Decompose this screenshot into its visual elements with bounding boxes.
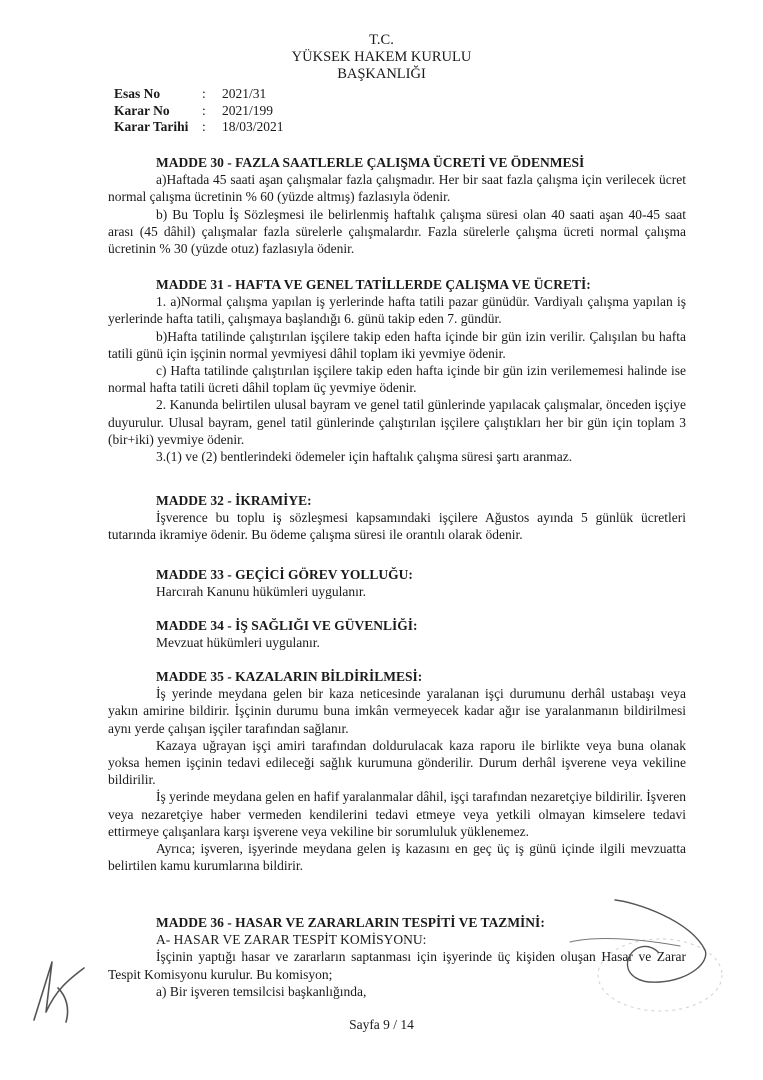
header-line-office: BAŞKANLIĞI bbox=[337, 66, 426, 82]
section-madde-31 bbox=[108, 276, 686, 465]
section-madde-35 bbox=[108, 668, 686, 874]
paragraph: Harcırah Kanunu hükümleri uygulanır. bbox=[156, 584, 366, 600]
paragraph: Kazaya uğrayan işçi amiri tarafından doldurulacak kaza raporu ile birlikte veya buna olanak yoksa hemen işçinin tedavi edileceği sağlık kurumuna gönderilir. Durum derhâl işverene veya vekiline bildirilir. bbox=[108, 737, 686, 788]
section-madde-30 bbox=[108, 154, 686, 257]
section-madde-34 bbox=[108, 617, 686, 651]
section-madde-33 bbox=[108, 566, 686, 600]
page-number: Sayfa 9 / 14 bbox=[349, 1017, 414, 1032]
paragraph: İş yerinde meydana gelen bir kaza neticesinde yaralanan işçi durumunu derhâl ustabaşı veya yakın amirine bildirir. İşçinin durumu buna imkân vermeyecek kadar ağır ise yaralanmanın bildirilmesi aynı yerde çalışan işçiler tarafından sağlanır. bbox=[108, 686, 686, 736]
section-title: MADDE 35 - KAZALARIN BİLDİRİLMESİ: bbox=[156, 669, 423, 684]
paragraph: 3.(1) ve (2) bentlerindeki ödemeler için haftalık çalışma süresi şartı aranmaz. bbox=[156, 449, 573, 465]
paragraph: İş yerinde meydana gelen en hafif yaralanmalar dâhil, işçi tarafından nezaretçiye bildirilir. İşveren veya nezaretçiye haber vermeden kendilerini tedavi etmeye veya yetkili olmayan kimselere tedavi ettirmeye çalışanlara karşı işverene veya vekiline bir sorumluluk yüklenemez. bbox=[108, 789, 687, 839]
section-title: MADDE 33 - GEÇİCİ GÖREV YOLLUĞU: bbox=[156, 567, 413, 582]
paragraph: İşçinin yaptığı hasar ve zararların saptanması için işyerinde üç kişiden oluşan Hasar ve Zarar Tespit Komisyonu kurulur. Bu komisyon; bbox=[108, 949, 686, 982]
meta-row-esas bbox=[114, 86, 284, 103]
section-title: MADDE 31 - HAFTA VE GENEL TATİLLERDE ÇALIŞMA VE ÜCRETİ: bbox=[156, 277, 591, 292]
meta-sep: : bbox=[202, 119, 206, 134]
meta-key: Karar No bbox=[114, 102, 170, 118]
meta-value: 2021/31 bbox=[222, 86, 267, 101]
meta-sep: : bbox=[202, 86, 206, 101]
meta-key: Karar Tarihi bbox=[114, 119, 189, 134]
section-madde-32 bbox=[108, 492, 686, 544]
header-line-tc: T.C. bbox=[369, 32, 394, 48]
meta-sep: : bbox=[202, 102, 206, 118]
paragraph: Ayrıca; işveren, işyerinde meydana gelen iş kazasını en geç üç iş günü içinde ilgili mevzuatta belirtilen kamu kurumlarına bildirir. bbox=[108, 841, 686, 874]
paragraph: b) Bu Toplu İş Sözleşmesi ile belirlenmiş haftalık çalışma süresi olan 40 saati aşan 40-45 saat arası (45 dâhil) çalışmalar fazla sürelerle çalışmalardır. Fazla sürelerle çalışma ücreti normal çalışma ücretinin % 30 (yüzde otuz) fazlasıyla ödenir. bbox=[108, 206, 686, 257]
meta-key: Esas No bbox=[114, 86, 161, 101]
paragraph: İşverence bu toplu iş sözleşmesi kapsamındaki işçilere Ağustos ayında 5 günlük ücretleri tutarında ikramiye ödenir. Bu ödeme çalışma süresi ile orantılı olarak ödenir. bbox=[108, 510, 686, 543]
meta-value: 18/03/2021 bbox=[222, 119, 284, 134]
paragraph: Mevzuat hükümleri uygulanır. bbox=[156, 635, 320, 651]
meta-row-karar bbox=[114, 103, 284, 120]
section-title: MADDE 32 - İKRAMİYE: bbox=[156, 493, 312, 508]
section-title: MADDE 34 - İŞ SAĞLIĞI VE GÜVENLİĞİ: bbox=[156, 618, 418, 633]
paragraph: a) Bir işveren temsilcisi başkanlığında, bbox=[156, 983, 367, 999]
paragraph: 1. a)Normal çalışma yapılan iş yerlerinde hafta tatili pazar günüdür. Vardiyalı çalışma yapılan iş yerlerinde hafta tatili, çalışmaya başlandığı 6. günü takip eden 7. gündür. bbox=[108, 294, 686, 327]
section-title: MADDE 30 - FAZLA SAATLERLE ÇALIŞMA ÜCRETİ VE ÖDENMESİ bbox=[156, 155, 585, 170]
signature-stamp bbox=[540, 880, 750, 1020]
header-line-institution: YÜKSEK HAKEM KURULU bbox=[291, 49, 472, 65]
paragraph: 2. Kanunda belirtilen ulusal bayram ve genel tatil günlerinde yapılacak çalışmalar, önceden işçiye duyurulur. Ulusal bayram, genel tatil günlerinde çalıştırılan işçilere çalıştıkları her bir gün için toplam 3 (bir+iki) yevmiye ödenir. bbox=[108, 397, 686, 447]
paragraph: c) Hafta tatilinde çalıştırılan işçilere takip eden hafta içinde bir gün izin verilememesi halinde ise normal hafta tatili ücreti dâhil toplam üç yevmiye ödenir. bbox=[108, 363, 686, 396]
meta-row-tarih bbox=[114, 119, 284, 136]
page-footer bbox=[0, 1017, 763, 1033]
paragraph: b)Hafta tatilinde çalıştırılan işçilere takip eden hafta içinde bir gün izin verilir. Çalışılan bu hafta tatili günü için işçinin normal yevmiyesi dâhil toplam iki yevmiye ödenir. bbox=[108, 328, 686, 361]
paragraph: a)Haftada 45 saati aşan çalışmalar fazla çalışmadır. Her bir saat fazla çalışma için verilecek ücret normal çalışma ücretinin % 60 (yüzde altmış) fazlasıyla ödenir. bbox=[108, 172, 686, 205]
section-title: MADDE 36 - HASAR VE ZARARLARIN TESPİTİ VE TAZMİNİ: bbox=[156, 915, 545, 930]
subsection-title: A- HASAR VE ZARAR TESPİT KOMİSYONU: bbox=[156, 932, 427, 948]
case-metadata bbox=[114, 86, 284, 136]
document-header bbox=[0, 32, 763, 83]
meta-value: 2021/199 bbox=[222, 102, 274, 118]
